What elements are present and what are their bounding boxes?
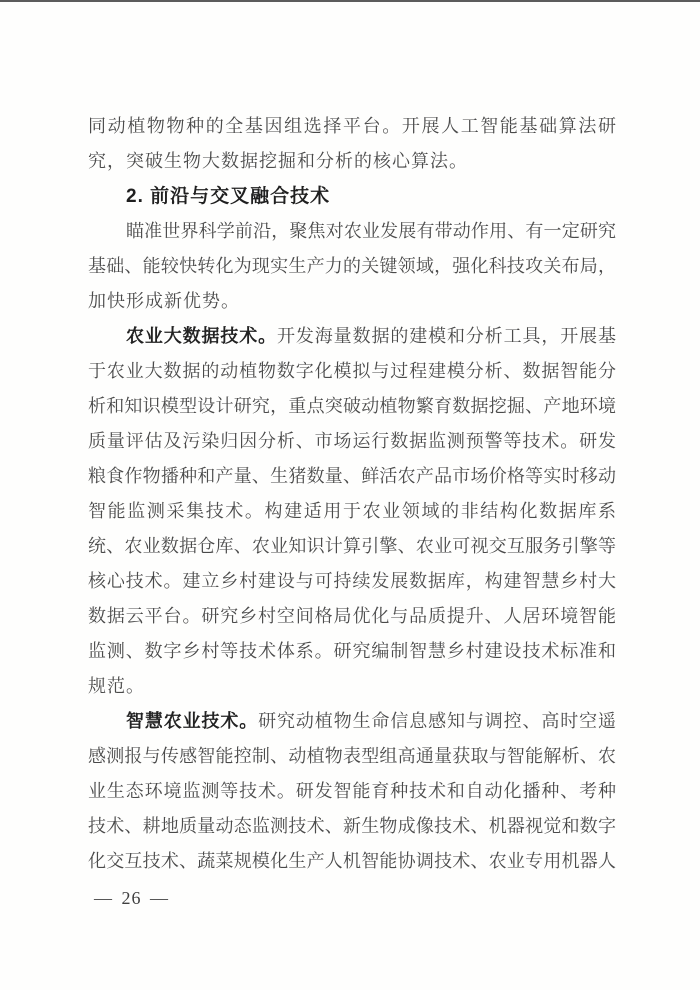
text-line: 农业大数据技术。开发海量数据的建模和分析工具，开展基	[126, 326, 617, 346]
text-line: 监测、数字乡村等技术体系。研究编制智慧乡村建设技术标准和	[88, 641, 616, 661]
page-number: — 26 —	[94, 888, 169, 908]
text-line: 析和知识模型设计研究，重点突破动植物繁育数据挖掘、产地环境	[88, 396, 616, 416]
text-line: 究，突破生物大数据挖掘和分析的核心算法。	[88, 151, 468, 171]
text-line: 瞄准世界科学前沿，聚焦对农业发展有带动作用、有一定研究	[126, 221, 616, 241]
text-line: 技术、耕地质量动态监测技术、新生物成像技术、机器视觉和数字	[88, 816, 616, 836]
bold-term-lead: 农业大数据技术。	[126, 326, 278, 346]
text-block	[88, 109, 616, 879]
text-line: 化交互技术、蔬菜规模化生产人机智能协调技术、农业专用机器人	[88, 851, 616, 871]
bold-term-lead: 智慧农业技术。	[126, 711, 259, 731]
text-line: 加快形成新优势。	[88, 291, 240, 311]
text-line: 核心技术。建立乡村建设与可持续发展数据库，构建智慧乡村大	[88, 571, 616, 591]
text-line: 同动植物物种的全基因组选择平台。开展人工智能基础算法研	[88, 116, 616, 136]
page-top-edge-line	[0, 0, 700, 2]
text-line: 于农业大数据的动植物数字化模拟与过程建模分析、数据智能分	[88, 361, 616, 381]
text-line: 基础、能较快转化为现实生产力的关键领域，强化科技攻关布局，	[88, 256, 616, 276]
text-line: 智慧农业技术。研究动植物生命信息感知与调控、高时空遥	[126, 711, 617, 731]
text-line: 感测报与传感智能控制、动植物表型组高通量获取与智能解析、农	[88, 746, 616, 766]
text-line: 粮食作物播种和产量、生猪数量、鲜活农产品市场价格等实时移动	[88, 466, 616, 486]
text-line: 数据云平台。研究乡村空间格局优化与品质提升、人居环境智能	[88, 606, 616, 626]
section-heading: 2. 前沿与交叉融合技术	[126, 186, 331, 207]
text-line: 规范。	[88, 676, 145, 696]
text-line: 智能监测采集技术。构建适用于农业领域的非结构化数据库系	[88, 501, 616, 521]
text-line: 统、农业数据仓库、农业知识计算引擎、农业可视交互服务引擎等	[88, 536, 616, 556]
text-line: 质量评估及污染归因分析、市场运行数据监测预警等技术。研发	[88, 431, 616, 451]
text-line: 业生态环境监测等技术。研发智能育种技术和自动化播种、考种	[88, 781, 616, 801]
